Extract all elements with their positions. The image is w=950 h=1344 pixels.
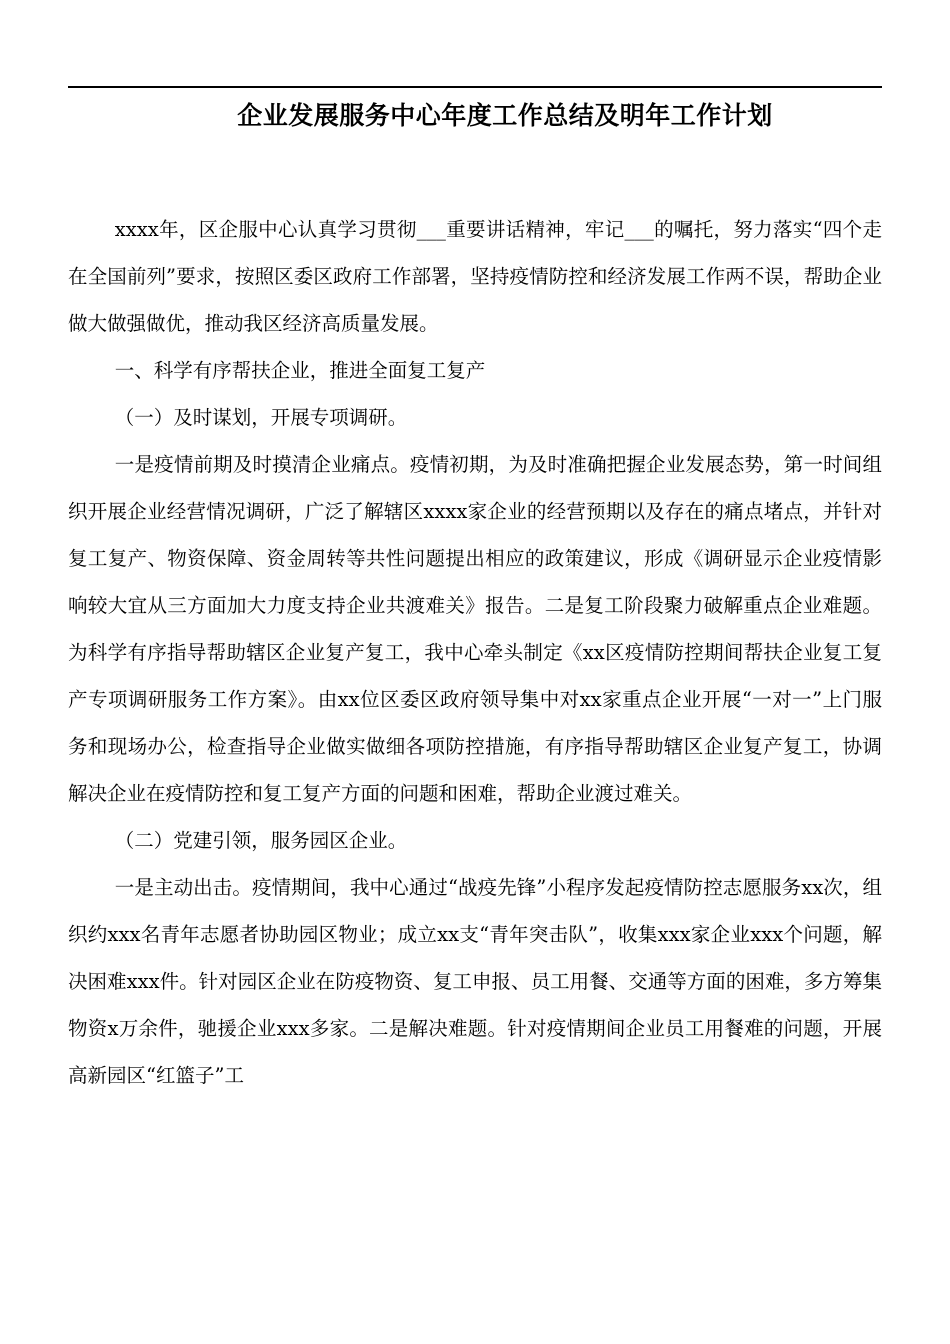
paragraph-party-service: 一是主动出击。疫情期间，我中心通过“战疫先锋”小程序发起疫情防控志愿服务xx次，组织约xxx名青年志愿者协助园区物业；成立xx支“青年突击队”，收集xxx家企业xxx个问题，解决困难xxx件。针对园区企业在防疫物资、复工申报、员工用餐、交通等方面的困难，多方筹集物资x万余件，驰援企业xxx多家。二是解决难题。针对疫情期间企业员工用餐难的问题，开展高新园区“红篮子”工 (68, 876, 882, 1087)
document-body (68, 206, 882, 1099)
document-title: 企业发展服务中心年度工作总结及明年工作计划 (237, 101, 773, 130)
section-heading-1: 一、科学有序帮扶企业，推进全面复工复产 (114, 359, 486, 382)
subsection-heading-2: （二）党建引领，服务园区企业。 (114, 829, 408, 852)
paragraph-research: 一是疫情前期及时摸清企业痛点。疫情初期，为及时准确把握企业发展态势，第一时间组织开展企业经营情况调研，广泛了解辖区xxxx家企业的经营预期以及存在的痛点堵点，并针对复工复产、物资保障、资金周转等共性问题提出相应的政策建议，形成《调研显示企业疫情影响较大宜从三方面加大力度支持企业共渡难关》报告。二是复工阶段聚力破解重点企业难题。为科学有序指导帮助辖区企业复产复工，我中心牵头制定《xx区疫情防控期间帮扶企业复工复产专项调研服务工作方案》。由xx位区委区政府领导集中对xx家重点企业开展“一对一”上门服务和现场办公，检查指导企业做实做细各项防控措施，有序指导帮助辖区企业复产复工，协调解决企业在疫情防控和复工复产方面的问题和困难，帮助企业渡过难关。 (68, 453, 882, 805)
header-rule (68, 86, 882, 88)
paragraph-intro: xxxx年，区企服中心认真学习贯彻___重要讲话精神，牢记___的嘱托，努力落实“四个走在全国前列”要求，按照区委区政府工作部署，坚持疫情防控和经济发展工作两不误，帮助企业做大做强做优，推动我区经济高质量发展。 (68, 218, 882, 335)
subsection-heading-1: （一）及时谋划，开展专项调研。 (114, 406, 408, 429)
